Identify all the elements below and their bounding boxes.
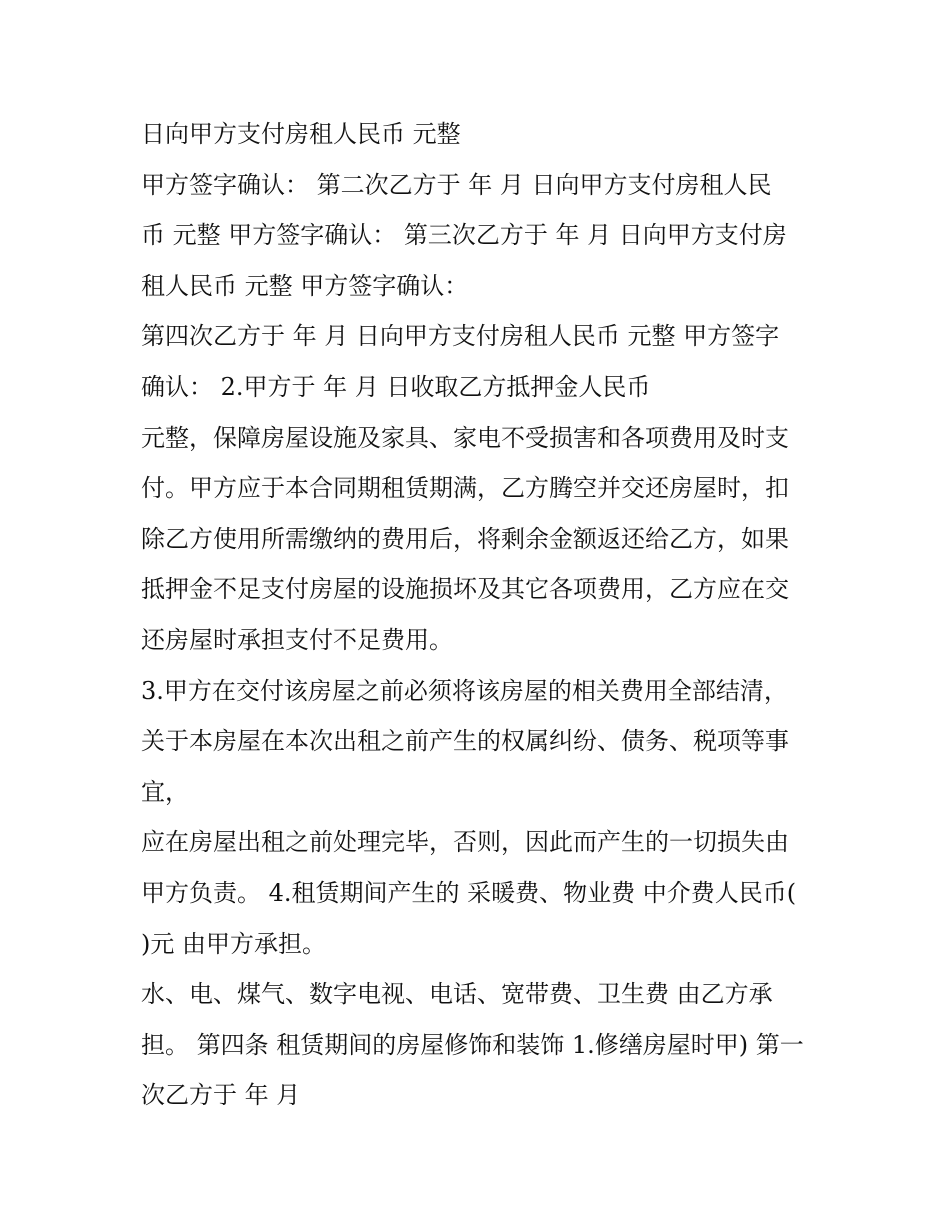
text-line: 次乙方于 年 月 xyxy=(141,1081,301,1110)
text-line: 第四次乙方于 年 月 日向甲方支付房租人民币 元整 甲方签字 xyxy=(141,322,780,351)
text-line: 甲方负责。 4.租赁期间产生的 采暖费、物业费 中介费人民币( xyxy=(141,878,797,907)
text-line: 抵押金不足支付房屋的设施损坏及其它各项费用，乙方应在交 xyxy=(141,575,789,604)
text-line: 租人民币 元整 甲方签字确认： xyxy=(141,271,469,300)
text-line: 元整，保障房屋设施及家具、家电不受损害和各项费用及时支 xyxy=(141,423,789,452)
text-line: 水、电、煤气、数字电视、电话、宽带费、卫生费 由乙方承 xyxy=(141,980,773,1009)
text-line: 宜， xyxy=(141,777,189,806)
text-line: )元 由甲方承担。 xyxy=(141,929,326,958)
text-line: 应在房屋出租之前处理完毕，否则，因此而产生的一切损失由 xyxy=(141,828,789,857)
text-line: 付。甲方应于本合同期租赁期满，乙方腾空并交还房屋时，扣 xyxy=(141,474,789,503)
text-line: 日向甲方支付房租人民币 元整 xyxy=(141,120,461,148)
text-line: 担。 第四条 租赁期间的房屋修饰和装饰 1.修缮房屋时甲) 第一 xyxy=(141,1030,804,1059)
text-line: 甲方签字确认： 第二次乙方于 年 月 日向甲方支付房租人民 xyxy=(141,170,772,199)
text-line: 除乙方使用所需缴纳的费用后，将剩余金额返还给乙方，如果 xyxy=(141,524,789,553)
text-line: 确认： 2.甲方于 年 月 日收取乙方抵押金人民币 xyxy=(141,372,651,401)
text-line: 关于本房屋在本次出租之前产生的权属纠纷、债务、税项等事 xyxy=(141,727,789,756)
text-line: 币 元整 甲方签字确认： 第三次乙方于 年 月 日向甲方支付房 xyxy=(141,221,787,250)
text-line: 3.甲方在交付该房屋之前必须将该房屋的相关费用全部结清， xyxy=(141,676,788,705)
contract-text xyxy=(141,109,821,1121)
text-line: 还房屋时承担支付不足费用。 xyxy=(141,625,453,654)
